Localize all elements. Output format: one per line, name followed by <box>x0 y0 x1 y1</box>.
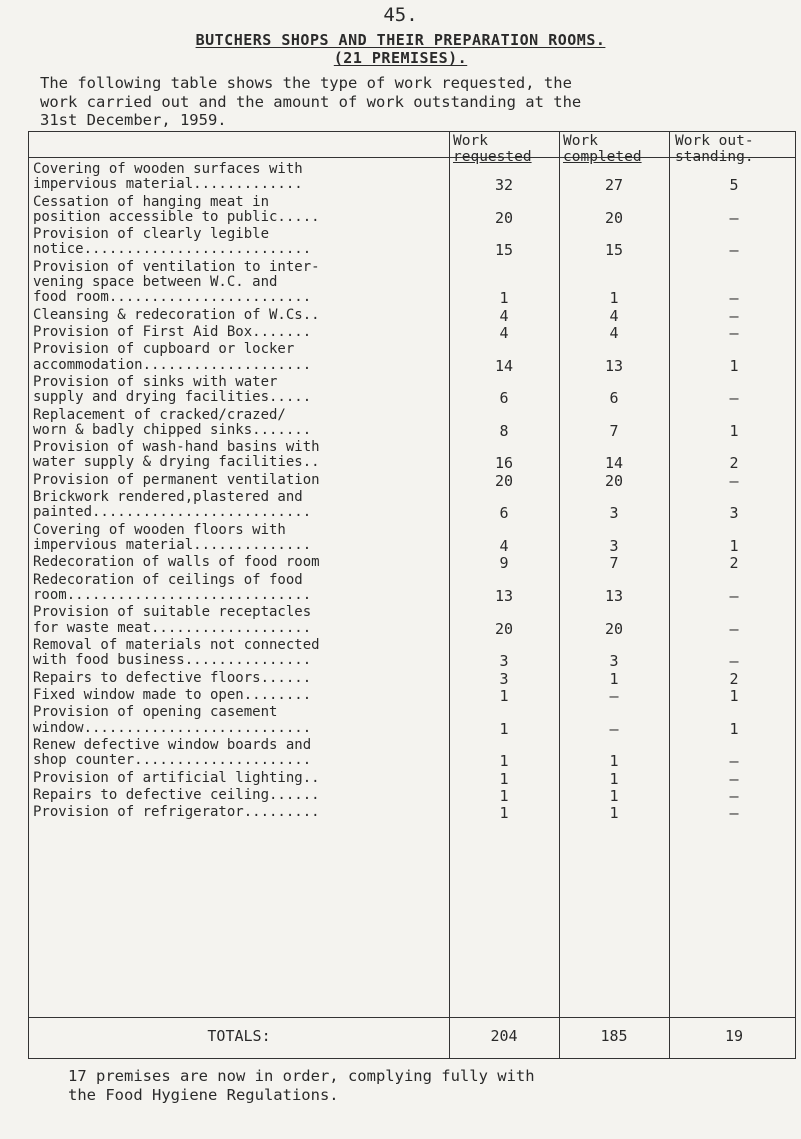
row-completed: 20 <box>604 619 624 638</box>
row-outstanding: – <box>729 471 739 490</box>
row-description: Cessation of hanging meat in position accessible to public..... <box>33 193 320 225</box>
row-outstanding: 5 <box>729 176 739 195</box>
row-completed: 4 <box>609 324 619 342</box>
row-requested: 1 <box>499 769 509 788</box>
row-requested: 8 <box>499 421 509 440</box>
column-divider <box>449 132 450 1058</box>
header-requested-line-1: Work <box>453 133 488 149</box>
footer-paragraph <box>68 1067 768 1104</box>
row-outstanding: 1 <box>729 687 739 705</box>
row-description: Provision of permanent ventilation <box>33 471 320 488</box>
row-requested: 6 <box>499 389 509 408</box>
row-description: Repairs to defective floors...... <box>33 669 312 686</box>
header-requested <box>453 133 532 165</box>
work-table <box>28 131 796 1059</box>
row-requested: 1 <box>499 787 509 805</box>
row-outstanding: – <box>729 389 739 408</box>
row-completed: 4 <box>609 306 619 325</box>
row-requested: 16 <box>494 454 514 473</box>
row-description: Fixed window made to open........ <box>33 687 312 703</box>
row-description: Provision of First Aid Box....... <box>33 324 312 340</box>
row-completed: – <box>609 687 619 705</box>
row-requested: 1 <box>499 687 509 705</box>
row-outstanding: 2 <box>729 669 739 688</box>
row-completed: 1 <box>609 787 619 805</box>
row-completed: 15 <box>604 241 624 260</box>
row-outstanding: – <box>729 752 739 771</box>
row-outstanding: 1 <box>729 719 739 738</box>
row-outstanding: – <box>729 241 739 260</box>
row-requested: 4 <box>499 536 509 555</box>
footer-line-2: the Food Hygiene Regulations. <box>68 1085 339 1104</box>
row-requested: 13 <box>494 586 514 605</box>
header-outstanding-line-1: Work out- <box>675 133 754 149</box>
row-outstanding: 1 <box>729 421 739 440</box>
row-outstanding: – <box>729 586 739 605</box>
row-completed: 6 <box>609 389 619 408</box>
total-outstanding: 19 <box>724 1027 744 1045</box>
column-divider <box>669 132 670 1058</box>
row-description: Provision of refrigerator......... <box>33 804 320 821</box>
row-completed: 3 <box>609 536 619 555</box>
row-requested: 4 <box>499 324 509 342</box>
row-description: Provision of cupboard or locker accommodation.................... <box>33 341 312 373</box>
intro-line-2: work carried out and the amount of work outstanding at the <box>40 92 582 111</box>
row-outstanding: – <box>729 769 739 788</box>
title-line-2: (21 PREMISES). <box>333 49 468 67</box>
row-description: Provision of sinks with water supply and drying facilities..... <box>33 374 312 406</box>
row-requested: 4 <box>499 306 509 325</box>
row-outstanding: 3 <box>729 504 739 523</box>
row-completed: 7 <box>609 554 619 573</box>
row-description: Provision of artificial lighting.. <box>33 769 320 786</box>
row-outstanding: – <box>729 804 739 823</box>
header-requested-line-2: requested <box>453 149 532 165</box>
row-requested: 3 <box>499 652 509 671</box>
row-description: Renew defective window boards and shop counter..................... <box>33 737 312 769</box>
row-completed: 1 <box>609 804 619 823</box>
row-outstanding: – <box>729 289 739 308</box>
row-completed: – <box>609 719 619 738</box>
column-divider <box>559 132 560 1058</box>
row-requested: 3 <box>499 669 509 688</box>
row-requested: 15 <box>494 241 514 260</box>
row-outstanding: 1 <box>729 536 739 555</box>
intro-paragraph <box>40 74 780 130</box>
intro-line-3: 31st December, 1959. <box>40 111 227 129</box>
row-completed: 14 <box>604 454 624 473</box>
header-completed-line-1: Work <box>563 133 598 149</box>
title-line-1: BUTCHERS SHOPS AND THEIR PREPARATION ROOMS. <box>195 31 606 49</box>
row-completed: 1 <box>609 289 619 308</box>
document-title <box>0 31 801 67</box>
row-outstanding: – <box>729 324 739 342</box>
row-completed: 1 <box>609 669 619 688</box>
row-outstanding: – <box>729 787 739 805</box>
total-completed: 185 <box>600 1027 628 1045</box>
row-description: Repairs to defective ceiling...... <box>33 787 320 803</box>
row-outstanding: 1 <box>729 356 739 375</box>
intro-line-1: The following table shows the type of work requested, the <box>40 74 572 92</box>
header-completed <box>563 133 642 165</box>
totals-divider <box>29 1017 795 1018</box>
row-requested: 1 <box>499 804 509 823</box>
row-completed: 3 <box>609 652 619 671</box>
row-description: Provision of ventilation to inter- vening space between W.C. and food room........................ <box>33 258 320 306</box>
row-description: Redecoration of ceilings of food room............................. <box>33 571 312 603</box>
row-description: Cleansing & redecoration of W.Cs.. <box>33 306 320 323</box>
footer-line-1: 17 premises are now in order, complying fully with <box>68 1067 535 1085</box>
row-completed: 1 <box>609 769 619 788</box>
row-outstanding: 2 <box>729 454 739 473</box>
row-description: Replacement of cracked/crazed/ worn & badly chipped sinks....... <box>33 406 312 438</box>
row-description: Removal of materials not connected with food business............... <box>33 637 320 669</box>
row-requested: 32 <box>494 176 514 195</box>
row-description: Provision of opening casement window........................... <box>33 704 312 736</box>
page-number: 45. <box>383 4 418 26</box>
row-completed: 20 <box>604 471 624 490</box>
row-outstanding: – <box>729 208 739 227</box>
row-outstanding: – <box>729 619 739 638</box>
row-description: Provision of clearly legible notice........................... <box>33 226 312 258</box>
header-outstanding-line-2: standing. <box>675 149 754 165</box>
row-completed: 7 <box>609 421 619 440</box>
row-requested: 1 <box>499 752 509 771</box>
row-requested: 6 <box>499 504 509 523</box>
row-completed: 3 <box>609 504 619 523</box>
row-completed: 27 <box>604 176 624 195</box>
row-completed: 13 <box>604 586 624 605</box>
row-requested: 1 <box>499 719 509 738</box>
row-requested: 20 <box>494 208 514 227</box>
header-completed-line-2: completed <box>563 149 642 165</box>
totals-label: TOTALS: <box>207 1027 271 1045</box>
row-requested: 9 <box>499 554 509 573</box>
row-requested: 14 <box>494 356 514 375</box>
row-requested: 20 <box>494 619 514 638</box>
row-requested: 20 <box>494 471 514 490</box>
row-completed: 13 <box>604 356 624 375</box>
row-completed: 1 <box>609 752 619 771</box>
row-requested: 1 <box>499 289 509 308</box>
row-description: Covering of wooden surfaces with impervious material............. <box>33 161 303 193</box>
row-completed: 20 <box>604 208 624 227</box>
row-outstanding: – <box>729 652 739 671</box>
row-description: Brickwork rendered,plastered and painted.......................... <box>33 489 312 521</box>
row-outstanding: 2 <box>729 554 739 573</box>
row-outstanding: – <box>729 306 739 325</box>
row-description: Provision of suitable receptacles for waste meat................... <box>33 604 312 636</box>
row-description: Redecoration of walls of food room <box>33 554 320 571</box>
row-description: Provision of wash-hand basins with water supply & drying facilities.. <box>33 439 320 471</box>
total-requested: 204 <box>490 1027 518 1045</box>
header-outstanding <box>675 133 754 165</box>
row-description: Covering of wooden floors with impervious material.............. <box>33 521 312 553</box>
